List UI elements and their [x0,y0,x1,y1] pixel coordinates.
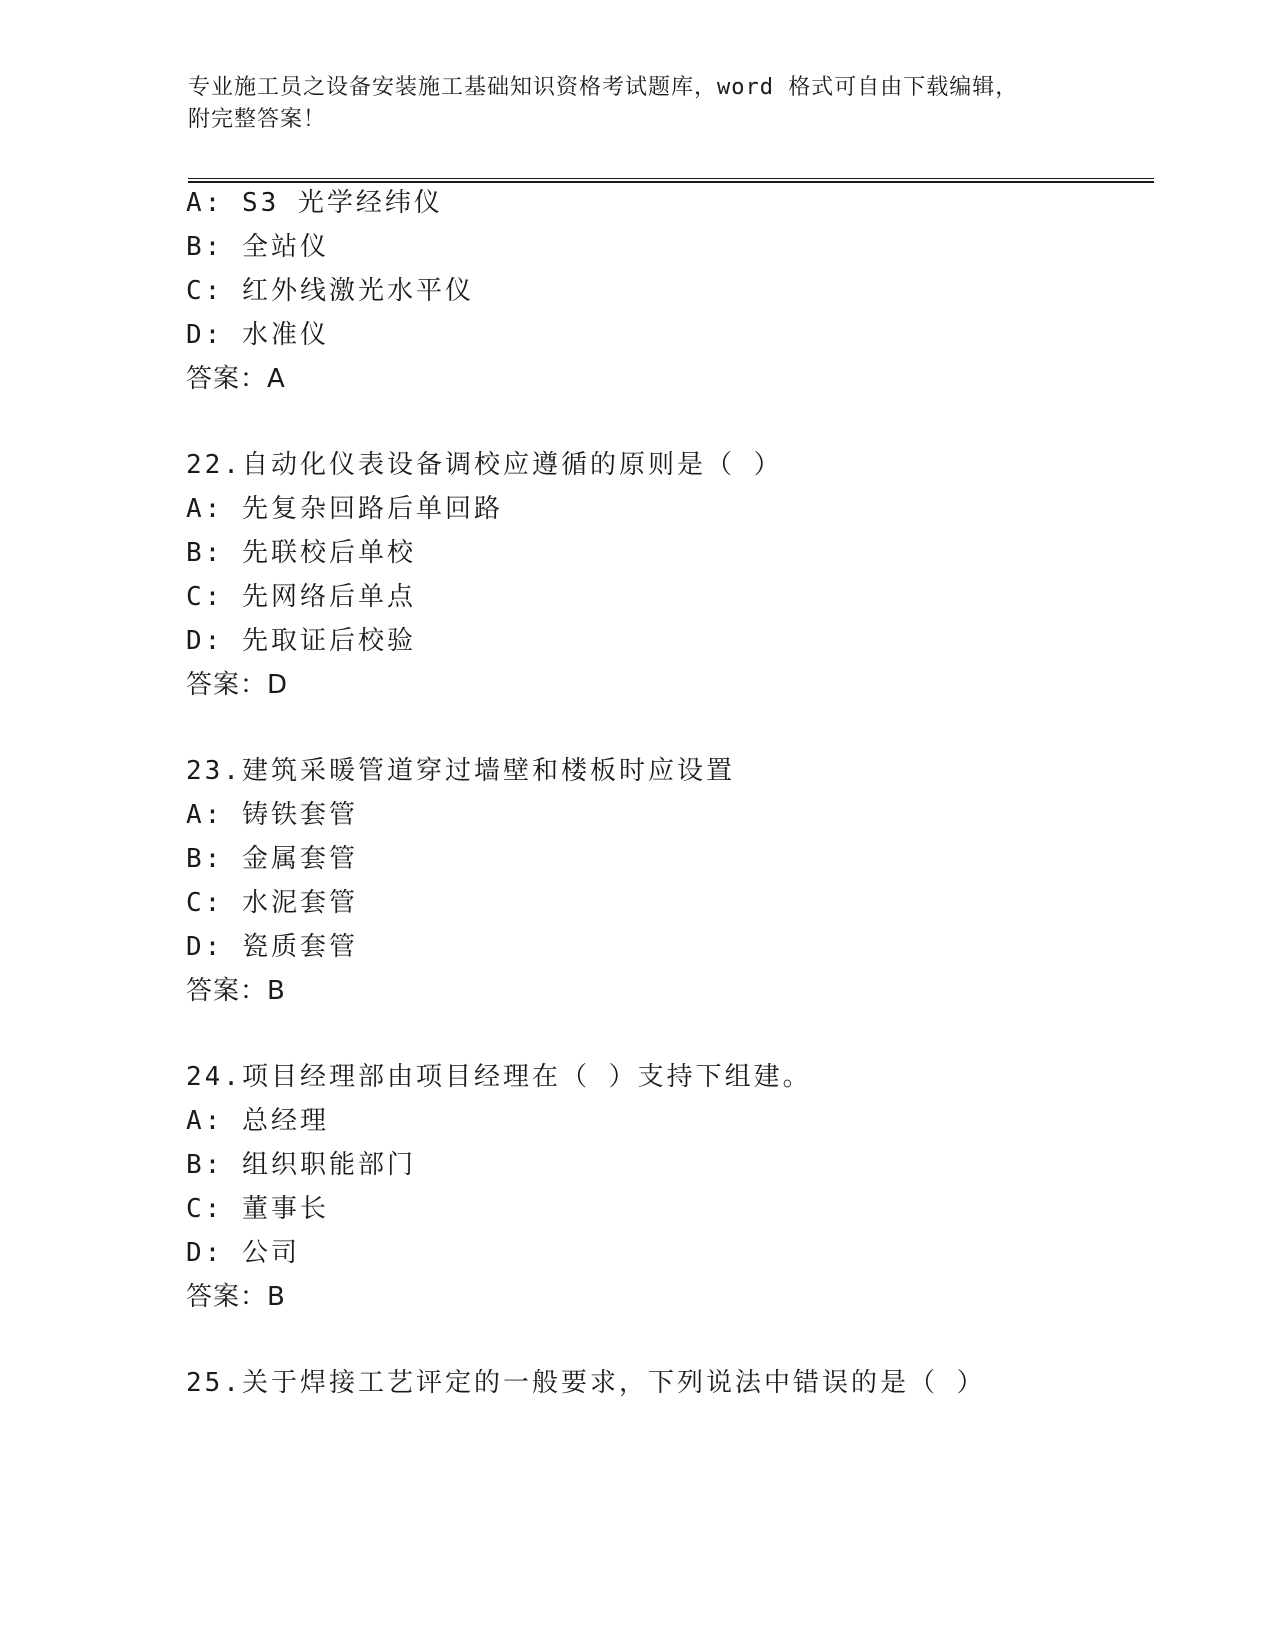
q22-option-a: A: 先复杂回路后单回路 [186,494,503,524]
q25-question: 25.关于焊接工艺评定的一般要求，下列说法中错误的是（ ） [186,1368,986,1398]
q23-answer: 答案：B [186,976,286,1006]
header-divider [188,178,1154,183]
q24-option-b: B: 组织职能部门 [186,1150,416,1180]
q22-option-c: C: 先网络后单点 [186,582,416,612]
q24-option-c: C: 董事长 [186,1194,329,1224]
q24-option-a: A: 总经理 [186,1106,329,1136]
q22-option-b: B: 先联校后单校 [186,538,416,568]
q21-option-d: D: 水准仪 [186,320,329,350]
q22-question: 22.自动化仪表设备调校应遵循的原则是（ ） [186,450,783,480]
q24-option-d: D: 公司 [186,1238,300,1268]
q24-answer: 答案：B [186,1282,286,1312]
q23-option-d: D: 瓷质套管 [186,932,358,962]
q21-option-c: C: 红外线激光水平仪 [186,276,474,306]
q22-option-d: D: 先取证后校验 [186,626,416,656]
q21-answer: 答案：A [186,364,286,394]
q23-question: 23.建筑采暖管道穿过墙壁和楼板时应设置 [186,756,735,786]
header-line-1: 专业施工员之设备安装施工基础知识资格考试题库，word 格式可自由下载编辑， [188,75,1019,100]
q23-option-c: C: 水泥套管 [186,888,358,918]
q21-option-a: A: S3 光学经纬仪 [186,188,443,218]
q22-answer: 答案：D [186,670,289,700]
q23-option-a: A: 铸铁套管 [186,800,358,830]
q21-option-b: B: 全站仪 [186,232,329,262]
q23-option-b: B: 金属套管 [186,844,358,874]
q24-question: 24.项目经理部由项目经理在（ ）支持下组建。 [186,1062,812,1092]
document-header [188,72,1088,136]
header-line-2: 附完整答案！ [188,107,327,132]
